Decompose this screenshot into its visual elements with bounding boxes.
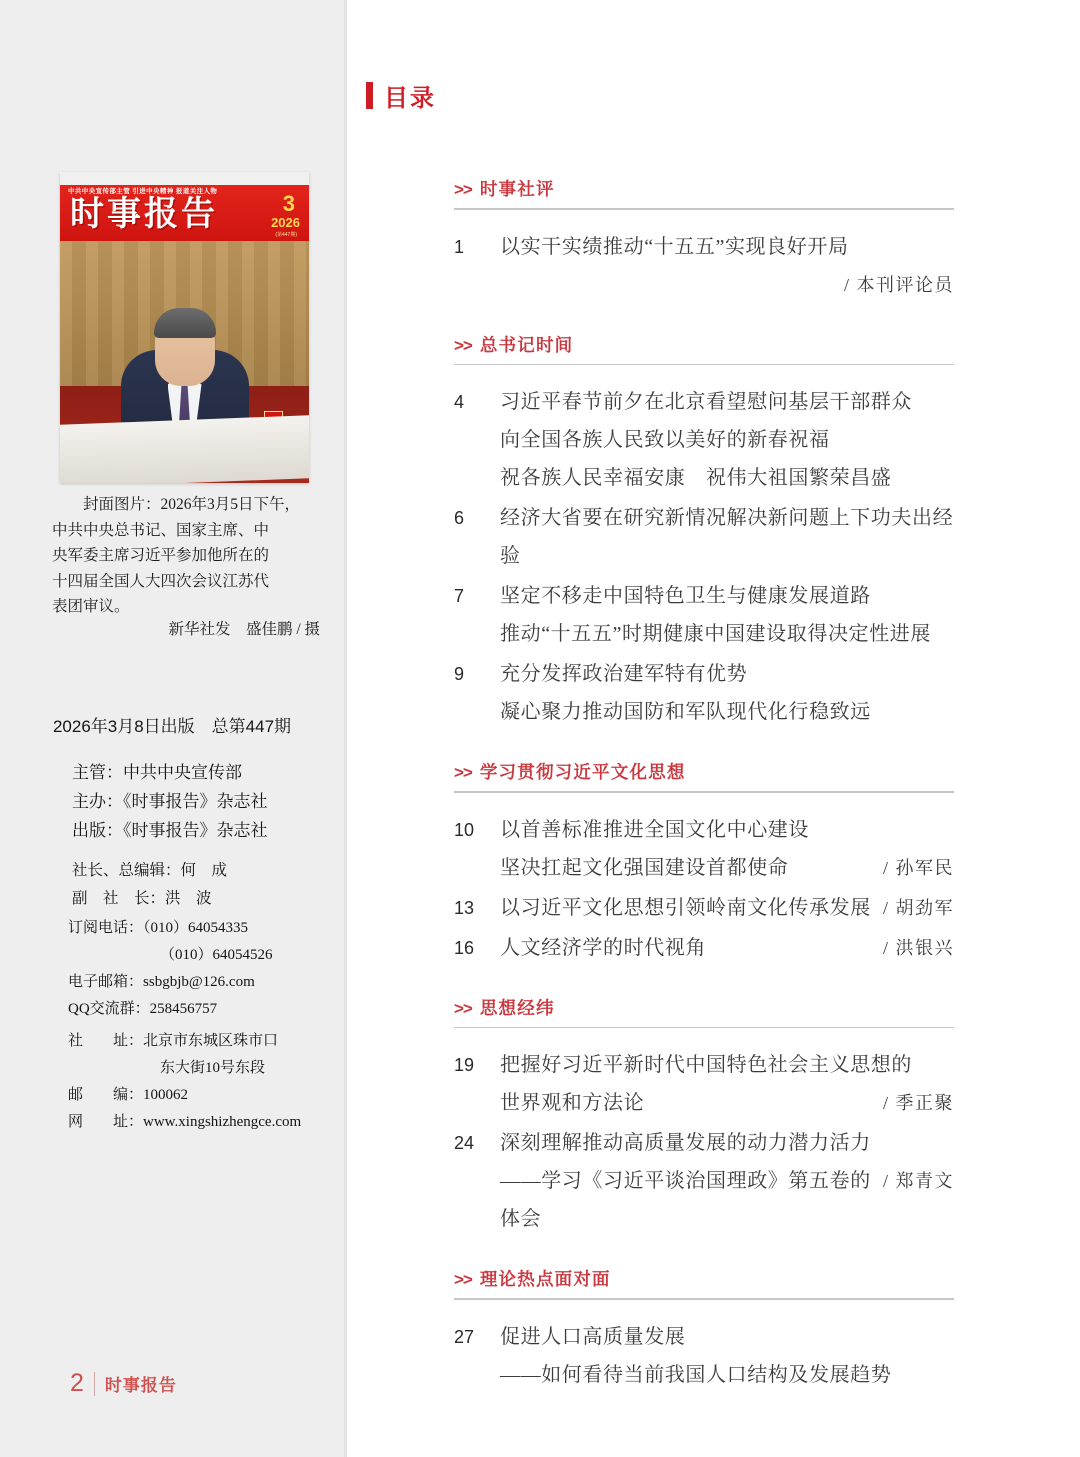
- toc-entry-title: 坚定不移走中国特色卫生与健康发展道路: [500, 585, 871, 608]
- toc-section-rule: [454, 1027, 954, 1029]
- imprint-publisher-value: 《时事报告》杂志社: [123, 821, 268, 840]
- staff-editor-in-chief: [72, 857, 227, 885]
- toc-entry[interactable]: [454, 889, 954, 927]
- toc-entry-line: [500, 1356, 954, 1394]
- double-chevron-right-icon: >>: [454, 763, 472, 783]
- toc-entry[interactable]: [454, 577, 954, 653]
- toc-entry-author: / 季正聚: [882, 1093, 954, 1114]
- toc-section-spacer: [454, 733, 954, 757]
- toc-entry-lines: [500, 228, 954, 304]
- toc-section-heading: [454, 995, 954, 1027]
- imprint-supervisor: [72, 758, 268, 787]
- cover-caption-line: 中共中央总书记、国家主席、中: [52, 521, 270, 539]
- table-of-contents: [366, 0, 1066, 1457]
- contact-phone-1: [68, 915, 273, 942]
- toc-section-rule: [454, 791, 954, 793]
- toc-entry-title: 以首善标准推进全国文化中心建设: [500, 818, 809, 841]
- toc-entry-title: 向全国各族人民致以美好的新春祝福: [500, 429, 830, 452]
- toc-section-spacer: [454, 1396, 954, 1420]
- staff-deputy-value: 洪 波: [165, 890, 212, 907]
- toc-entry-page-number: 4: [454, 392, 465, 413]
- page-footer: [70, 1369, 177, 1398]
- toc-entry-line: [500, 929, 954, 967]
- website-value[interactable]: www.xingshizhengce.com: [143, 1114, 302, 1130]
- cover-masthead: [60, 185, 309, 241]
- cover-photograph: [60, 241, 309, 483]
- website-label: 网 址：: [68, 1114, 144, 1130]
- toc-entry-page-number: 7: [454, 586, 465, 607]
- contact-email-value: ssbgbjb@126.com: [143, 974, 255, 990]
- toc-entry-line: [500, 1084, 954, 1122]
- toc-section-heading: [454, 176, 954, 208]
- contact-block: [68, 915, 273, 1023]
- toc-entry-line: [500, 849, 954, 887]
- toc-section: [454, 1266, 954, 1420]
- toc-entry-lines: [500, 1124, 954, 1238]
- toc-entry-page-number: 10: [454, 819, 475, 840]
- toc-header: [366, 78, 436, 113]
- toc-entry-lines: [500, 929, 954, 967]
- issue-date-line: 2026年3月8日出版 总第447期: [52, 717, 292, 736]
- address-value-2: 东大街10号东段: [160, 1060, 266, 1076]
- imprint-sponsor: [72, 787, 268, 816]
- toc-section-label: 理论热点面对面: [479, 1269, 611, 1290]
- toc-entry-page-number: 9: [454, 664, 465, 685]
- footer-page-number: 2: [70, 1369, 84, 1397]
- toc-entry-line: [500, 615, 954, 653]
- toc-section-label: 总书记时间: [479, 334, 574, 355]
- postcode-label: 邮 编：: [68, 1087, 144, 1103]
- imprint-publisher-label: 出版：: [72, 821, 123, 840]
- toc-entry-page-number: 6: [454, 508, 465, 529]
- toc-entry-line: [500, 228, 954, 266]
- cover-authority-line: 中共中央宣传部主管 引进中央精神 报道关注人物: [68, 188, 218, 195]
- toc-entry-title: 促进人口高质量发展: [500, 1325, 686, 1348]
- toc-entry-title: ——学习《习近平谈治国理政》第五卷的体会: [500, 1170, 871, 1231]
- double-chevron-right-icon: >>: [454, 1270, 472, 1290]
- toc-entry-title: 把握好习近平新时代中国特色社会主义思想的: [500, 1054, 912, 1077]
- toc-entry-lines: [500, 655, 954, 731]
- magazine-cover-image: [60, 172, 309, 483]
- contact-email-label: 电子邮箱：: [68, 974, 144, 990]
- toc-entry-line: [500, 266, 954, 304]
- toc-entry-author: / 洪银兴: [882, 937, 954, 958]
- imprint-supervisor-label: 主管：: [72, 763, 123, 782]
- cover-desk: [60, 415, 309, 483]
- toc-entry-line: [500, 421, 954, 459]
- toc-entry-title: 以习近平文化思想引领岭南文化传承发展: [500, 896, 871, 919]
- address-line-2: [68, 1055, 301, 1082]
- toc-entry[interactable]: [454, 1046, 954, 1122]
- column-divider: [344, 0, 347, 1457]
- contact-qq-value: 258456757: [149, 1001, 218, 1017]
- toc-entry-lines: [500, 499, 954, 575]
- cover-caption: [52, 492, 320, 620]
- toc-entry[interactable]: [454, 929, 954, 967]
- contact-phone-value: （010）64054335: [143, 920, 249, 936]
- toc-entry-line: [500, 499, 954, 575]
- toc-section: [454, 332, 954, 758]
- toc-section-heading: [454, 759, 954, 791]
- toc-section-rule: [454, 1298, 954, 1300]
- toc-entry[interactable]: [454, 655, 954, 731]
- contact-qq: [68, 996, 273, 1023]
- toc-section-spacer: [454, 1240, 954, 1264]
- toc-entry-page-number: 27: [454, 1326, 475, 1347]
- toc-entry-lines: [500, 577, 954, 653]
- staff-deputy-label: 副 社 长：: [72, 890, 166, 907]
- toc-header-accent-bar: [366, 82, 373, 109]
- toc-entry-lines: [500, 1046, 954, 1122]
- toc-section-label: 思想经纬: [479, 997, 555, 1018]
- toc-entry-line: [500, 1318, 954, 1356]
- toc-entry-title: 充分发挥政治建军特有优势: [500, 663, 748, 686]
- toc-entry-title: 习近平春节前夕在北京看望慰问基层干部群众: [500, 391, 912, 414]
- toc-section-spacer: [454, 306, 954, 330]
- toc-entry[interactable]: [454, 811, 954, 887]
- toc-sections: [454, 176, 954, 1422]
- cover-title: 时事报告: [70, 195, 218, 233]
- address-value: 北京市东城区珠市口: [143, 1033, 279, 1049]
- toc-entry-page-number: 19: [454, 1055, 475, 1076]
- imprint-publisher: [72, 816, 268, 845]
- toc-entry[interactable]: [454, 228, 954, 304]
- postcode-line: [68, 1082, 301, 1109]
- imprint-sponsor-value: 《时事报告》杂志社: [123, 792, 268, 811]
- toc-entry-lines: [500, 889, 954, 927]
- toc-entry-title: ——如何看待当前我国人口结构及发展趋势: [500, 1363, 892, 1386]
- cover-caption-line: 十四届全国人大四次会议江苏代: [52, 572, 270, 590]
- website-line: [68, 1109, 301, 1136]
- cover-issue-subtext: (第447期): [275, 232, 297, 238]
- double-chevron-right-icon: >>: [454, 335, 472, 355]
- toc-entry-line: [500, 655, 954, 693]
- toc-entry-title: 祝各族人民幸福安康 祝伟大祖国繁荣昌盛: [500, 467, 892, 490]
- toc-entry-author: / 郑青文: [882, 1171, 954, 1192]
- imprint-supervisor-value: 中共中央宣传部: [123, 763, 242, 782]
- toc-entry-line: [500, 1046, 954, 1084]
- contact-email: [68, 969, 273, 996]
- toc-entry-line: [500, 1162, 954, 1238]
- toc-entry-line: [500, 811, 954, 849]
- staff-deputy: [72, 885, 227, 913]
- page-title: 目录: [384, 85, 436, 112]
- double-chevron-right-icon: >>: [454, 998, 472, 1018]
- toc-entry[interactable]: [454, 1124, 954, 1238]
- contact-phone-value: （010）64054526: [160, 947, 273, 963]
- contact-phone-label: 订阅电话：: [68, 920, 144, 936]
- toc-entry-author: / 本刊评论员: [843, 274, 954, 295]
- contact-qq-label: QQ交流群：: [68, 1001, 150, 1017]
- imprint-block: [72, 758, 268, 845]
- double-chevron-right-icon: >>: [454, 180, 472, 199]
- cover-issue-year: 2026: [271, 215, 300, 230]
- toc-entry[interactable]: [454, 499, 954, 575]
- toc-entry-title: 坚决扛起文化强国建设首都使命: [500, 856, 789, 879]
- toc-entry-line: [500, 383, 954, 421]
- toc-entry-author: / 胡劲军: [882, 897, 954, 918]
- toc-entry-title: 推动“十五五”时期健康中国建设取得决定性进展: [500, 623, 931, 646]
- toc-section-rule: [454, 208, 954, 210]
- toc-entry[interactable]: [454, 383, 954, 497]
- toc-entry-page-number: 16: [454, 937, 475, 958]
- contact-phone-2: [68, 942, 273, 969]
- toc-entry-line: [500, 693, 954, 731]
- footer-divider: [94, 1372, 95, 1396]
- toc-section: [454, 759, 954, 993]
- toc-entry[interactable]: [454, 1318, 954, 1394]
- toc-entry-title: 以实干实绩推动“十五五”实现良好开局: [500, 235, 849, 258]
- staff-block: [72, 857, 227, 913]
- toc-section-rule: [454, 364, 954, 366]
- toc-entry-page-number: 24: [454, 1133, 475, 1154]
- toc-entry-lines: [500, 811, 954, 887]
- toc-section-heading: [454, 1266, 954, 1298]
- toc-entry-line: [500, 577, 954, 615]
- toc-entry-line: [500, 889, 954, 927]
- toc-section-spacer: [454, 969, 954, 993]
- cover-photo-credit: 新华社发 盛佳鹏 / 摄: [168, 621, 320, 638]
- cover-caption-line: 表团审议。: [52, 598, 130, 615]
- toc-entry-line: [500, 459, 954, 497]
- staff-editor-in-chief-value: 何 成: [180, 862, 228, 879]
- toc-entry-page-number: 1: [454, 236, 465, 257]
- toc-section: [454, 995, 954, 1265]
- toc-entry-title: 经济大省要在研究新情况解决新问题上下功夫出经验: [500, 507, 954, 568]
- toc-section-label: 学习贯彻习近平文化思想: [479, 762, 686, 783]
- toc-section-label: 时事社评: [479, 179, 555, 199]
- address-block: [68, 1028, 301, 1136]
- address-line: [68, 1028, 301, 1055]
- address-label: 社 址：: [68, 1033, 144, 1049]
- toc-entry-page-number: 13: [454, 897, 475, 918]
- toc-entry-title: 世界观和方法论: [500, 1092, 645, 1115]
- cover-caption-line: 封面图片：2026年3月5日下午，: [83, 496, 301, 513]
- cover-top-margin: [60, 172, 309, 185]
- toc-entry-title: 凝心聚力推动国防和军队现代化行稳致远: [500, 701, 871, 724]
- toc-section: [454, 176, 954, 330]
- staff-editor-in-chief-label: 社长、总编辑：: [72, 862, 181, 879]
- toc-entry-lines: [500, 383, 954, 497]
- cover-caption-line: 央军委主席习近平参加他所在的: [52, 547, 270, 564]
- toc-entry-lines: [500, 1318, 954, 1394]
- toc-entry-title: 人文经济学的时代视角: [500, 936, 706, 959]
- toc-section-heading: [454, 332, 954, 364]
- cover-issue-number: 3: [282, 191, 295, 216]
- cover-figure-head: [155, 312, 215, 386]
- toc-entry-line: [500, 1124, 954, 1162]
- toc-entry-author: / 孙军民: [882, 857, 954, 878]
- toc-entry-title: 深刻理解推动高质量发展的动力潜力活力: [500, 1132, 871, 1155]
- footer-magazine-name: 时事报告: [104, 1376, 177, 1395]
- imprint-sponsor-label: 主办：: [72, 792, 123, 811]
- postcode-value: 100062: [143, 1087, 189, 1103]
